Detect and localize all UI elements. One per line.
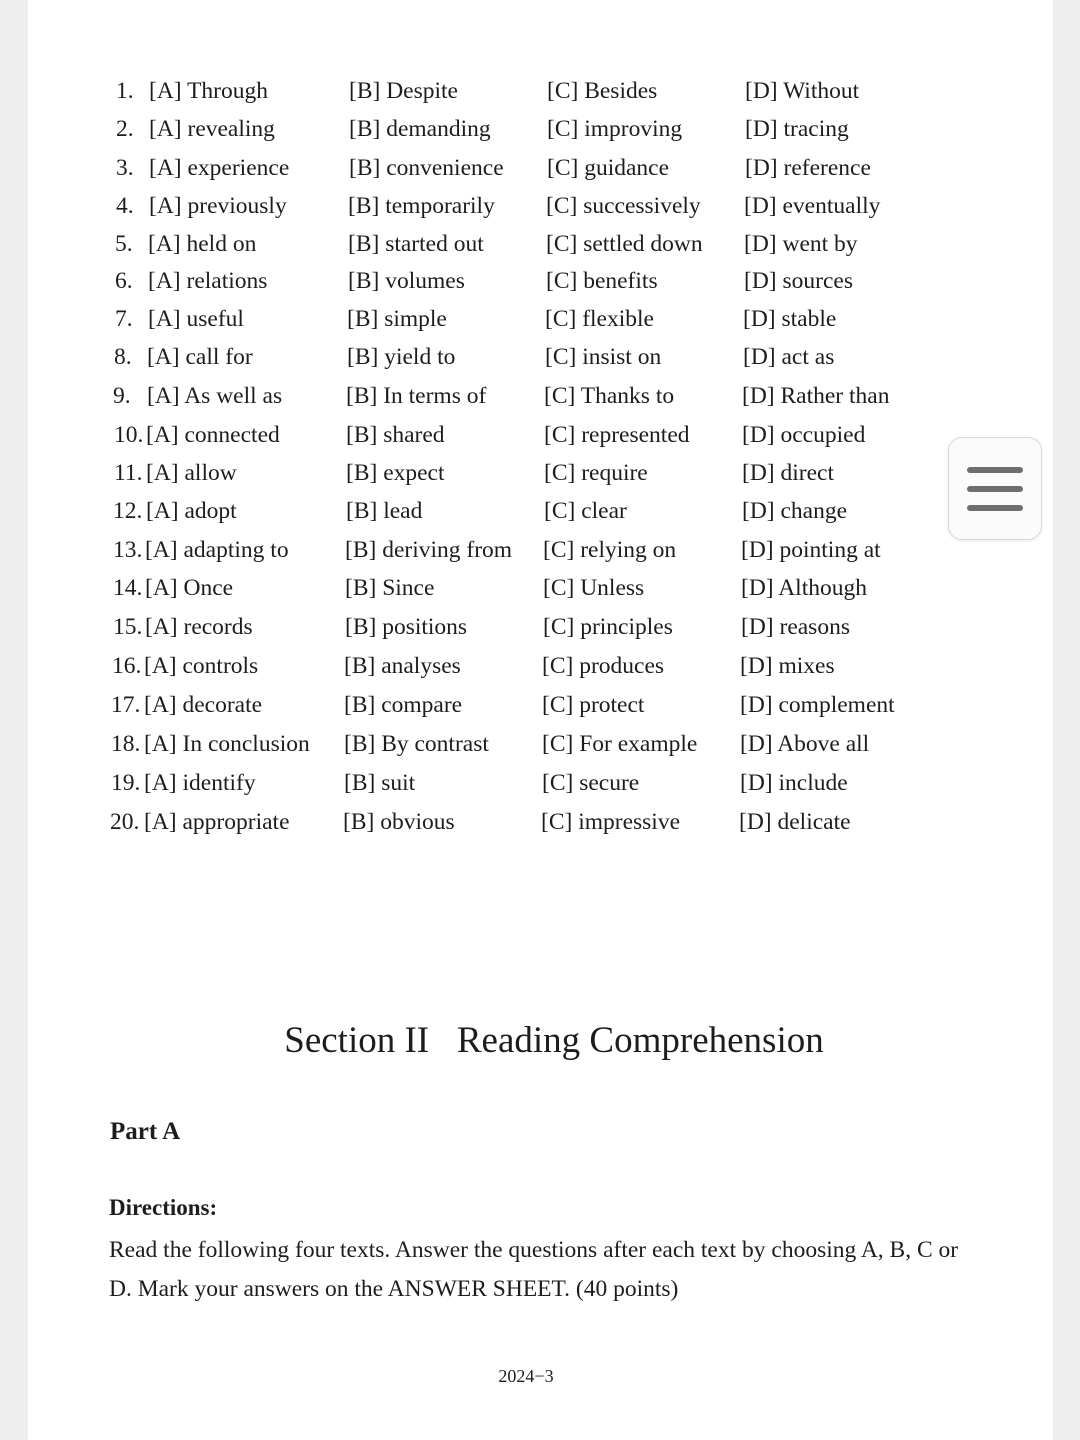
option-c: [C] insist on (545, 344, 662, 370)
option-d: [D] direct (742, 460, 834, 486)
option-d: [D] Although (741, 575, 867, 601)
option-c: [C] impressive (541, 809, 681, 835)
option-c: [C] secure (542, 770, 640, 796)
option-a: [A] useful (148, 306, 244, 332)
option-b: [B] convenience (349, 155, 504, 181)
option-a: [A] decorate (144, 692, 263, 718)
option-d: [D] eventually (744, 193, 881, 219)
option-c: [C] represented (544, 422, 690, 448)
option-c: [C] improving (547, 116, 683, 142)
option-c: [C] flexible (545, 306, 654, 332)
option-d: [D] Rather than (742, 383, 890, 409)
option-d: [D] include (740, 770, 848, 796)
question-row (28, 458, 1053, 496)
option-c: [C] Unless (543, 575, 645, 601)
option-b: [B] analyses (344, 653, 461, 679)
option-d: [D] pointing at (741, 537, 881, 563)
question-row (28, 420, 1053, 458)
question-row (28, 381, 1053, 419)
question-row (28, 807, 1053, 845)
question-number: 10. (114, 422, 144, 448)
question-row (28, 76, 1053, 114)
question-number: 12. (113, 498, 143, 524)
option-d: [D] occupied (742, 422, 866, 448)
option-d: [D] tracing (745, 116, 849, 142)
question-row (28, 690, 1053, 728)
document-page (28, 0, 1053, 1440)
option-c: [C] principles (543, 614, 673, 640)
option-a: [A] adopt (146, 498, 237, 524)
directions-label: Directions: (109, 1195, 218, 1220)
section-title: Section II Reading Comprehension (284, 1020, 824, 1061)
option-d: [D] reasons (741, 614, 850, 640)
option-b: [B] yield to (347, 344, 456, 370)
question-number: 14. (113, 575, 143, 601)
option-c: [C] guidance (547, 155, 670, 181)
question-number: 13. (113, 537, 143, 563)
question-row (28, 573, 1053, 611)
option-b: [B] demanding (349, 116, 491, 142)
option-b: [B] volumes (348, 268, 465, 294)
option-c: [C] require (544, 460, 648, 486)
option-c: [C] produces (542, 653, 665, 679)
option-d: [D] mixes (740, 653, 835, 679)
question-number: 4. (116, 193, 134, 219)
option-b: [B] In terms of (346, 383, 487, 409)
option-d: [D] Above all (740, 731, 870, 757)
question-row (28, 342, 1053, 380)
option-b: [B] compare (344, 692, 463, 718)
question-row (28, 229, 1053, 267)
question-row (28, 768, 1053, 806)
option-c: [C] Besides (547, 78, 658, 104)
question-row (28, 729, 1053, 767)
option-d: [D] complement (740, 692, 895, 718)
option-c: [C] clear (544, 498, 627, 524)
option-a: [A] As well as (147, 383, 283, 409)
directions-text: Read the following four texts. Answer the questions after each text by choosing A, B, C or D. Mark your answers on the ANSWER SHEET. (40 points) (109, 1237, 959, 1302)
question-number: 16. (112, 653, 142, 679)
option-a: [A] connected (146, 422, 280, 448)
question-row (28, 651, 1053, 689)
option-a: [A] Once (145, 575, 234, 601)
option-b: [B] started out (348, 231, 484, 257)
question-row (28, 612, 1053, 650)
option-b: [B] shared (346, 422, 445, 448)
question-row (28, 535, 1053, 573)
option-d: [D] delicate (739, 809, 851, 835)
option-b: [B] obvious (343, 809, 455, 835)
option-b: [B] expect (346, 460, 445, 486)
option-a: [A] held on (148, 231, 257, 257)
question-number: 18. (111, 731, 141, 757)
option-c: [C] benefits (546, 268, 658, 294)
option-d: [D] stable (743, 306, 837, 332)
option-a: [A] controls (144, 653, 259, 679)
option-b: [B] Since (345, 575, 435, 601)
option-a: [A] previously (149, 193, 287, 219)
question-number: 6. (115, 268, 133, 294)
question-number: 1. (116, 78, 134, 104)
page-number: 2024−3 (498, 1366, 554, 1386)
option-a: [A] allow (146, 460, 237, 486)
option-a: [A] experience (149, 155, 290, 181)
option-a: [A] identify (144, 770, 256, 796)
option-a: [A] call for (147, 344, 253, 370)
question-number: 8. (114, 344, 132, 370)
option-a: [A] appropriate (144, 809, 290, 835)
question-number: 19. (111, 770, 141, 796)
option-d: [D] change (742, 498, 848, 524)
question-number: 15. (113, 614, 143, 640)
option-a: [A] In conclusion (144, 731, 310, 757)
question-row (28, 114, 1053, 152)
part-title: Part A (110, 1118, 181, 1145)
option-c: [C] successively (546, 193, 701, 219)
menu-icon (967, 463, 1023, 515)
question-number: 2. (116, 116, 134, 142)
option-b: [B] suit (344, 770, 416, 796)
option-d: [D] went by (744, 231, 858, 257)
question-row (28, 191, 1053, 229)
question-number: 20. (110, 809, 140, 835)
question-number: 3. (116, 155, 134, 181)
option-d: [D] sources (744, 268, 853, 294)
option-c: [C] Thanks to (544, 383, 675, 409)
question-row (28, 266, 1053, 304)
question-number: 5. (115, 231, 133, 257)
option-b: [B] positions (345, 614, 468, 640)
option-d: [D] Without (745, 78, 860, 104)
option-d: [D] act as (743, 344, 835, 370)
option-a: [A] revealing (149, 116, 275, 142)
option-a: [A] relations (148, 268, 268, 294)
question-row (28, 496, 1053, 534)
option-c: [C] protect (542, 692, 645, 718)
question-number: 7. (115, 306, 133, 332)
menu-button[interactable] (948, 437, 1042, 540)
option-b: [B] lead (346, 498, 423, 524)
question-row (28, 153, 1053, 191)
option-a: [A] Through (149, 78, 269, 104)
question-number: 17. (111, 692, 141, 718)
option-b: [B] simple (347, 306, 447, 332)
option-b: [B] Despite (349, 78, 458, 104)
option-a: [A] records (145, 614, 253, 640)
option-c: [C] relying on (543, 537, 677, 563)
option-c: [C] settled down (546, 231, 703, 257)
option-d: [D] reference (745, 155, 871, 181)
option-a: [A] adapting to (145, 537, 289, 563)
option-b: [B] deriving from (345, 537, 513, 563)
option-b: [B] By contrast (344, 731, 489, 757)
question-number: 9. (113, 383, 131, 409)
option-b: [B] temporarily (348, 193, 495, 219)
cloze-options-list (28, 0, 1053, 860)
option-c: [C] For example (542, 731, 698, 757)
question-row (28, 304, 1053, 342)
question-number: 11. (114, 460, 143, 486)
